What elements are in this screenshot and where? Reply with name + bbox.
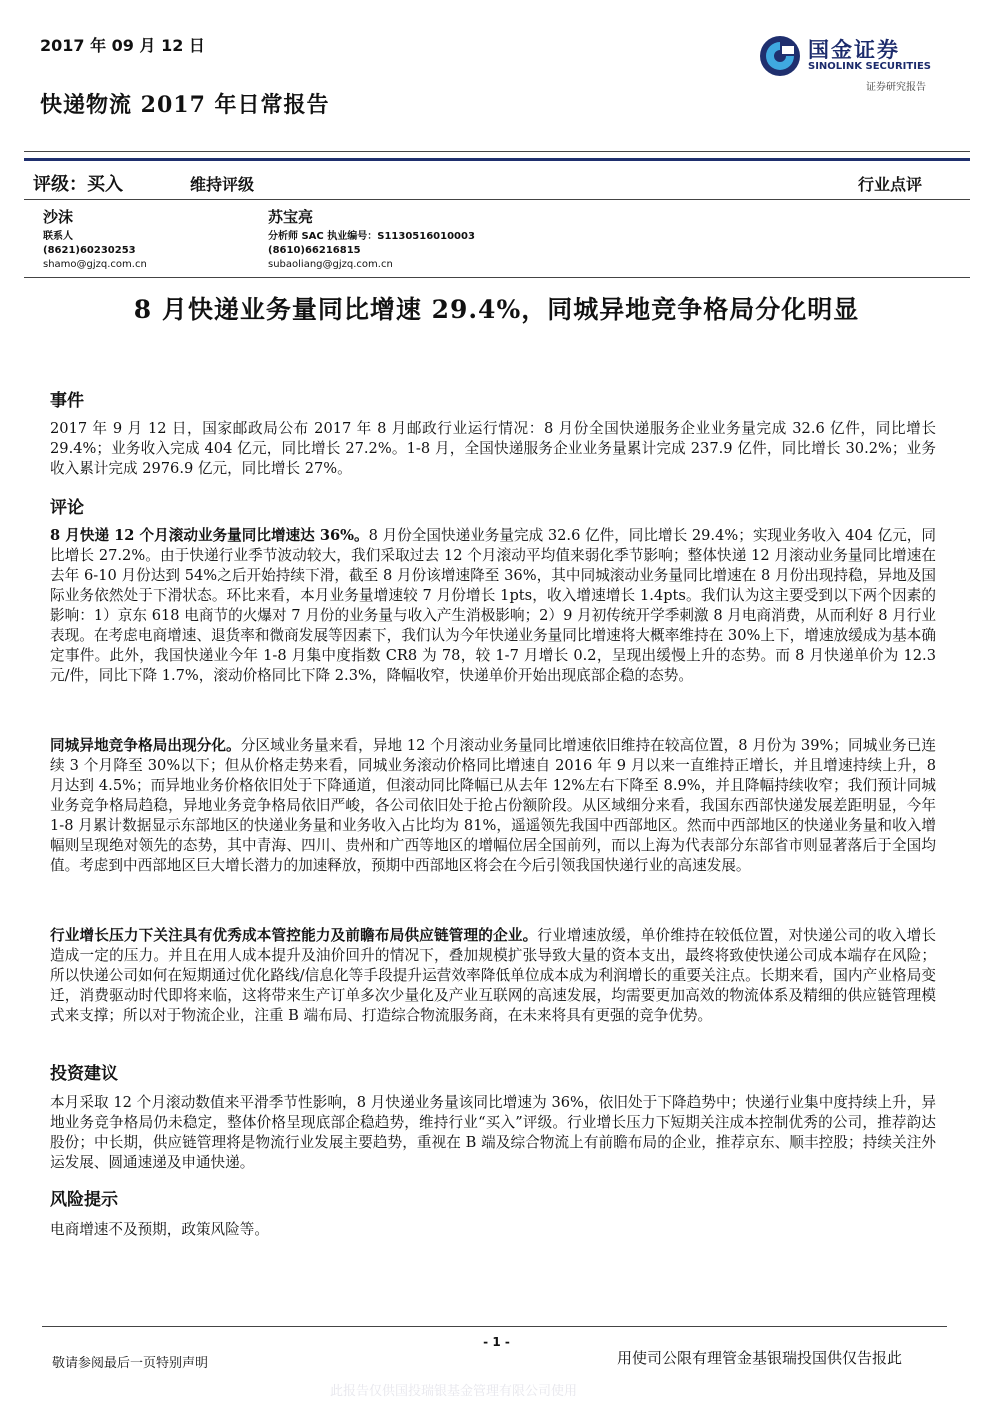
paragraph-body: 分区域业务量来看，异地 12 个月滚动业务量同比增速依旧维持在较高位置，8 月份为 39%；同城业务已连续 3 个月降至 30%以下；但从价格走势来看，同城业务滚动价格同比增速自 2016 年 9 月以来一直维持正增长，并且增速持续上升，8 月达到 4.5%；而异地业务价格依旧处于下降通道，但滚动同比降幅已从去年 12%左右下降至 8.9%，并且降幅持续收窄；我们预计同城业务竞争格局趋稳，异地业务竞争格局依旧严峻，各公司依旧处于抢占份额阶段。从区域细分来看，我国东西部快递发展差距明显，今年 1-8 月累计数据显示东部地区的快递业务量和业务收入占比均为 81%，遥遥领先我国中西部地区。然而中西部地区的快递业务量和收入增幅则呈现绝对领先的态势，其中青海、四川、贵州和广西等地区的增幅位居全国前列，而以上海为代表部分东部省市则显著落后于全国均值。考虑到中西部地区巨大增长潜力的加速释放，预期中西部地区将会在今后引领我国快递行业的高速发展。 <box>50 737 936 874</box>
analyst-name: 沙沫 <box>43 208 74 226</box>
analyst-block <box>268 210 475 272</box>
analyst-name: 苏宝亮 <box>268 208 314 226</box>
paragraph-lead: 行业增长压力下关注具有优秀成本管控能力及前瞻布局供应链管理的企业。 <box>50 927 538 944</box>
analyst-email[interactable]: shamo@gjzq.com.cn <box>43 259 147 270</box>
footer-faint-text: 此报告仅供国投瑞银基金管理有限公司使用 <box>330 1384 578 1399</box>
analyst-role: 分析师 SAC 执业编号：S1130516010003 <box>268 231 475 242</box>
paragraph-lead: 8 月快递 12 个月滚动业务量同比增速达 36%。 <box>50 527 369 544</box>
analyst-block <box>43 210 147 272</box>
section-title-comment: 评论 <box>50 498 84 518</box>
report-date: 2017 年 09 月 12 日 <box>40 36 205 55</box>
comment-paragraph-2 <box>50 736 936 876</box>
section-title-invest: 投资建议 <box>50 1064 118 1084</box>
logo-text-en: SINOLINK SECURITIES <box>808 61 931 72</box>
section-title-risk: 风险提示 <box>50 1190 118 1210</box>
divider <box>24 158 970 161</box>
divider <box>24 199 970 200</box>
sinolink-logo-icon <box>756 32 804 80</box>
comment-paragraph-3 <box>50 926 936 1026</box>
page-number: - 1 - <box>483 1335 510 1349</box>
analyst-email[interactable]: subaoliang@gjzq.com.cn <box>268 259 393 270</box>
divider <box>24 151 970 152</box>
footer-note: 敬请参阅最后一页特别声明 <box>52 1356 209 1371</box>
paragraph-body: 8 月份全国快递业务量完成 32.6 亿件，同比增长 29.4%；实现业务收入 404 亿元，同比增长 27.2%。由于快递行业季节波动较大，我们采取过去 12 个月滚动平均值来弱化季节影响；整体快递 12 月滚动业务量同比增速在去年 6-10 月份达到 54%之后开始持续下滑，截至 8 月份该增速降至 36%，其中同城滚动业务量同比增速在 8 月份出现持稳，异地及国际业务依然处于下滑状态。环比来看，本月业务量增速较 7 月份增长 1pts，收入增速增长 1.4pts。我们认为这主要受到以下两个因素的影响：1）京东 618 电商节的火爆对 7 月份的业务量与收入产生消极影响；2）9 月初传统开学季刺激 8 月电商消费，从而利好 8 月行业表现。在考虑电商增速、退货率和微商发展等因素下，我们认为今年快递业务量同比增速将大概率维持在 30%上下，增速放缓成为基本确定事件。此外，我国快递业今年 1-8 月集中度指数 CR8 为 78，较 1-7 月增长 0.2，呈现出缓慢上升的态势。而 8 月快递单价为 12.3 元/件，同比下降 1.7%，滚动价格同比下降 2.3%，降幅收窄，快递单价开始出现底部企稳的态势。 <box>50 527 936 684</box>
comment-paragraph-1 <box>50 526 936 686</box>
paragraph-lead: 同城异地竞争格局出现分化。 <box>50 737 241 754</box>
rating-maintain: 维持评级 <box>190 175 255 194</box>
footer-divider <box>42 1326 947 1327</box>
event-paragraph: 2017 年 9 月 12 日，国家邮政局公布 2017 年 8 月邮政行业运行情况：8 月份全国快递服务企业业务量完成 32.6 亿件，同比增长 29.4%；业务收入完成 404 亿元，同比增长 27.2%。1-8 月，全国快递服务企业业务量累计完成 237.9 亿件，同比增长 30.2%；业务收入累计完成 2976.9 亿元，同比增长 27%。 <box>50 420 936 477</box>
divider <box>24 277 970 278</box>
risk-paragraph: 电商增速不及预期，政策风险等。 <box>50 1221 269 1238</box>
logo-text-cn: 国金证券 <box>808 38 900 62</box>
analyst-phone: (8610)66216815 <box>268 245 361 256</box>
invest-paragraph: 本月采取 12 个月滚动数值来平滑季节性影响，8 月快递业务量该同比增速为 36%，依旧处于下降趋势中；快递行业集中度持续上升，异地业务竞争格局仍未稳定，整体价格呈现底部企稳趋势，维持行业“买入”评级。行业增长压力下短期关注成本控制优秀的公司，推荐韵达股份；中长期，供应链管理将是物流行业发展主要趋势，重视在 B 端及综合物流上有前瞻布局的企业，推荐京东、顺丰控股；持续关注外运发展、圆通速递及申通快递。 <box>50 1094 936 1171</box>
analyst-phone: (8621)60230253 <box>43 245 136 256</box>
logo-subtitle: 证券研究报告 <box>866 82 926 93</box>
report-headline: 8 月快递业务量同比增速 29.4%，同城异地竞争格局分化明显 <box>133 295 860 324</box>
analyst-role: 联系人 <box>43 231 73 242</box>
rating-label: 评级：买入 <box>33 174 123 195</box>
report-series-title: 快递物流 2017 年日常报告 <box>40 92 330 118</box>
section-title-event: 事件 <box>50 391 84 411</box>
paragraph-body: 行业增速放缓，单价维持在较低位置，对快递公司的收入增长造成一定的压力。并且在用人成本提升及油价回升的情况下，叠加规模扩张导致大量的资本支出，最终将致使快递公司成本端存在风险；所以快递公司如何在短期通过优化路线/信息化等手段提升运营效率降低单位成本成为利润增长的重要关注点。长期来看，国内产业格局变迁，消费驱动时代即将来临，这将带来生产订单多次少量化及产业互联网的高速发展，均需要更加高效的物流体系及精细的供应链管理模式来支撑；所以对于物流企业，注重 B 端布局、打造综合物流服务商，在未来将具有更强的竞争优势。 <box>50 927 936 1024</box>
footer-watermark-text: 用使司公限有理管金基银瑞投国供仅告报此 <box>617 1349 903 1367</box>
report-category: 行业点评 <box>858 175 923 194</box>
